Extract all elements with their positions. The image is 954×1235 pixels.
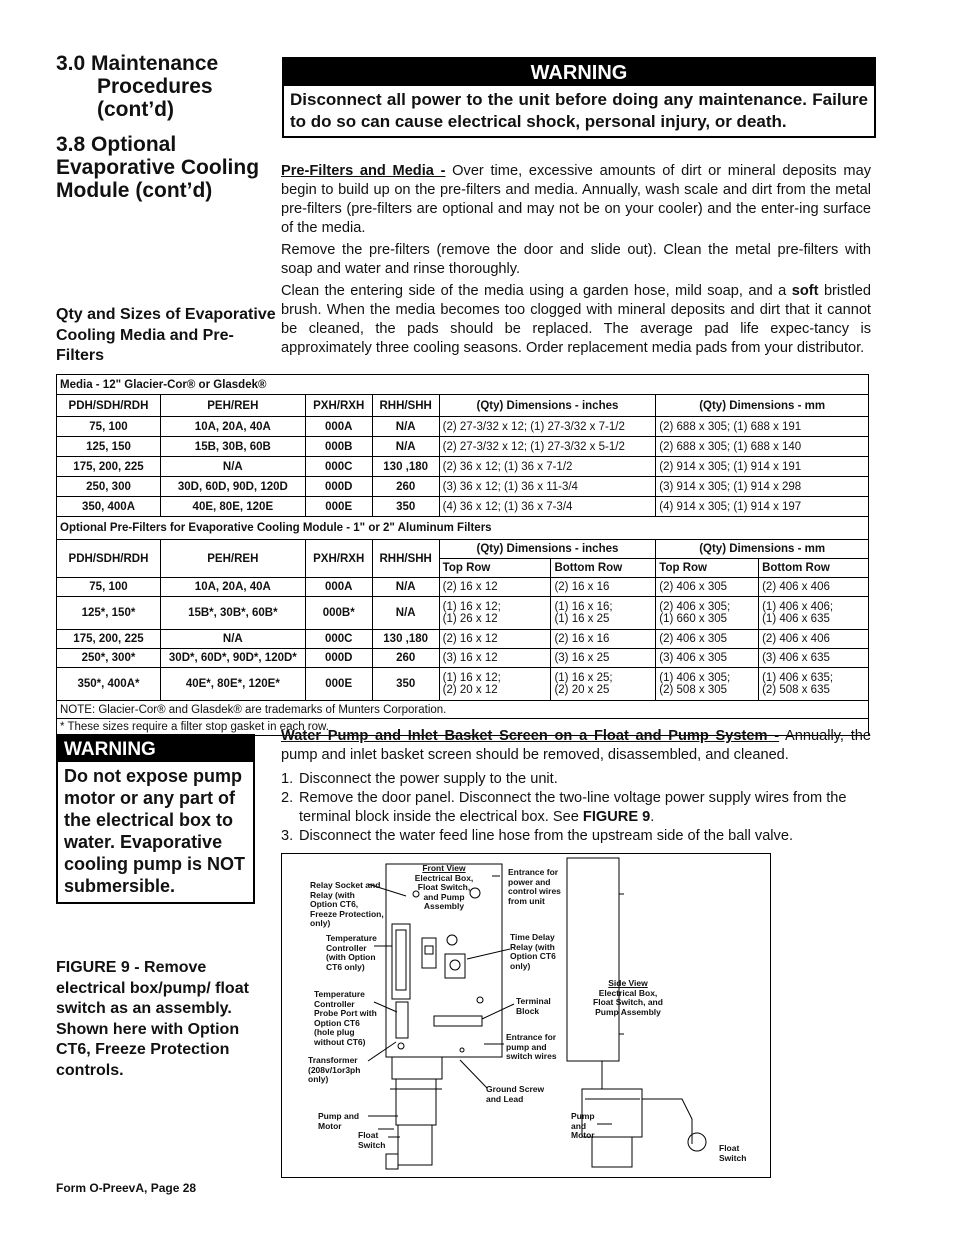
- table-cell: 350*, 400A*: [57, 668, 161, 701]
- table-cell: (1) 406 x 305; (2) 508 x 305: [656, 668, 759, 701]
- table-header: PDH/SDH/RDH: [57, 540, 161, 578]
- table-cell: 000C: [305, 630, 372, 649]
- table-cell: 000A: [305, 417, 372, 437]
- probe-port-label: Temperature Controller Probe Port with Option CT6 (hole plug without CT6): [314, 989, 377, 1047]
- table-header: PXH/RXH: [305, 540, 372, 578]
- table-cell: 15B, 30B, 60B: [160, 437, 305, 457]
- table-cell: 000D: [305, 649, 372, 668]
- front-view-label: [412, 864, 476, 912]
- step-text: Disconnect the water feed line hose from the upstream side of the ball valve.: [299, 828, 794, 844]
- transformer-label: Transformer (208v/1or3ph only): [308, 1055, 361, 1084]
- table-row: [57, 417, 869, 437]
- warning-title: WARNING: [58, 736, 253, 762]
- table-cell: (1) 16 x 12; (2) 20 x 12: [439, 668, 551, 701]
- table-row: [57, 437, 869, 457]
- time-delay-label: Time Delay Relay (with Option CT6 only): [510, 932, 556, 971]
- media-table: [56, 374, 869, 736]
- table-row: [57, 578, 869, 597]
- step-number: 2.: [281, 790, 294, 806]
- table-row: [57, 597, 869, 630]
- table-cell: (1) 406 x 406; (1) 406 x 635: [759, 597, 869, 630]
- step-text: Disconnect the power supply to the unit.: [299, 771, 558, 787]
- table-row: [57, 668, 869, 701]
- table-cell: 000C: [305, 457, 372, 477]
- figure-reference: FIGURE 9: [582, 809, 651, 825]
- table-cell: 350, 400A: [57, 497, 161, 517]
- prefilters-paragraph-2: Remove the pre-filters (remove the door and slide out). Clean the metal pre-filters with soap and water and rinse thoroughly.: [281, 242, 871, 277]
- list-item: [281, 770, 871, 789]
- table-cell: (1) 406 x 635; (2) 508 x 635: [759, 668, 869, 701]
- table-cell: 250, 300: [57, 477, 161, 497]
- table-row: [57, 395, 869, 417]
- table-cell: (1) 16 x 12; (1) 26 x 12: [439, 597, 551, 630]
- pump-intro: [281, 727, 871, 765]
- entrance-power-label: Entrance for power and control wires from unit: [508, 867, 561, 906]
- side-view-title: Side View: [608, 978, 648, 988]
- table-cell: N/A: [160, 457, 305, 477]
- list-item: [281, 789, 871, 827]
- table-row: [57, 497, 869, 517]
- prefilters-section: [281, 162, 871, 361]
- table-cell: (2) 16 x 12: [439, 578, 551, 597]
- pump-title: Water Pump and Inlet Basket Screen on a Float and Pump System -: [281, 728, 780, 744]
- section-heading-line2: Procedures: [97, 75, 213, 98]
- ground-screw-label: Ground Screw and Lead: [486, 1084, 545, 1104]
- table-cell: 175, 200, 225: [57, 457, 161, 477]
- figure-9: [281, 853, 771, 1178]
- table-cell: (2) 688 x 305; (1) 688 x 191: [656, 417, 869, 437]
- prefilters-text-3c: bristled brush. When the media becomes too clogged with mineral deposits and dirt that it cannot be cleaned, the pads should be replaced. The average pad life expec-tancy is approximately three cooling seasons. Order replacement media pads from your distributor.: [281, 283, 871, 356]
- table-cell: 30D, 60D, 90D, 120D: [160, 477, 305, 497]
- table-cell: (2) 914 x 305; (1) 914 x 191: [656, 457, 869, 477]
- table-cell: (2) 406 x 406: [759, 578, 869, 597]
- table-row: [57, 477, 869, 497]
- figure-caption: FIGURE 9 - Remove electrical box/pump/ float switch as an assembly. Shown here with Option CT6, Freeze Protection controls.: [56, 959, 249, 1079]
- warning-title: WARNING: [284, 59, 874, 86]
- table-cell: (2) 406 x 305: [656, 630, 759, 649]
- table-cell: (2) 688 x 305; (1) 688 x 140: [656, 437, 869, 457]
- table-row: [57, 517, 869, 540]
- table-cell: 260: [372, 477, 439, 497]
- prefilters-paragraph-1: [281, 162, 871, 238]
- table-cell: 130 ,180: [372, 457, 439, 477]
- table-cell: (2) 36 x 12; (1) 36 x 7-1/2: [439, 457, 656, 477]
- prefilter-table-title: Optional Pre-Filters for Evaporative Cooling Module - 1" or 2" Aluminum Filters: [57, 517, 869, 540]
- table-cell: 000E: [305, 668, 372, 701]
- table-cell: 250*, 300*: [57, 649, 161, 668]
- table-subheader: Top Row: [656, 559, 759, 578]
- table-cell: (3) 406 x 305: [656, 649, 759, 668]
- table-subheader: Bottom Row: [759, 559, 869, 578]
- media-table-title: Media - 12" Glacier-Cor® or Glasdek®: [57, 375, 869, 395]
- table-cell: N/A: [372, 437, 439, 457]
- prefilters-text-1: Over time, excessive amounts of dirt or mineral deposits may begin to build up on the pre-filters and media. Annually, wash scale and dirt from the metal pre-filters (pre-filters are optional and may not be on your cooler) and the enter-ing surface of the media.: [281, 163, 871, 236]
- steps-list: [281, 770, 871, 846]
- table-cell: 30D*, 60D*, 90D*, 120D*: [160, 649, 305, 668]
- table-cell: N/A: [372, 417, 439, 437]
- side-view-subtitle: Electrical Box, Float Switch, and Pump Assembly: [593, 987, 663, 1017]
- table-header: (Qty) Dimensions - inches: [439, 540, 656, 559]
- pump-motor-side-label: Pump and Motor: [571, 1111, 595, 1140]
- warning-text: Do not expose pump motor or any part of the electrical box to water. Evaporative cooling pump is NOT submersible.: [64, 766, 245, 896]
- list-item: [281, 827, 871, 846]
- table-cell: (1) 16 x 16; (1) 16 x 25: [551, 597, 656, 630]
- table-cell: (2) 406 x 305: [656, 578, 759, 597]
- table-cell: (2) 27-3/32 x 12; (1) 27-3/32 x 5-1/2: [439, 437, 656, 457]
- table-cell: 15B*, 30B*, 60B*: [160, 597, 305, 630]
- table-cell: 000D: [305, 477, 372, 497]
- entrance-pump-label: Entrance for pump and switch wires: [506, 1032, 557, 1061]
- table-row: [57, 540, 869, 559]
- pump-intro-text: Annually, the pump and inlet basket screen should be removed, disassembled, and cleaned.: [281, 728, 872, 763]
- table-subheader: Top Row: [439, 559, 551, 578]
- step-number: 1.: [281, 771, 294, 787]
- table-cell: 40E*, 80E*, 120E*: [160, 668, 305, 701]
- table-cell: 75, 100: [57, 578, 161, 597]
- table-cell: 10A, 20A, 40A: [160, 578, 305, 597]
- step-text: Remove the door panel. Disconnect the two-line voltage power supply wires from the terminal block inside the electrical box. See: [299, 790, 847, 825]
- table-cell: 000B: [305, 437, 372, 457]
- table-row: [57, 375, 869, 395]
- warning-box-power: [282, 57, 876, 138]
- table-header: PXH/RXH: [305, 395, 372, 417]
- table-header: PDH/SDH/RDH: [57, 395, 161, 417]
- table-cell: N/A: [372, 597, 439, 630]
- front-view-title: Front View: [422, 863, 466, 873]
- front-view-subtitle: Electrical Box, Float Switch, and Pump Assembly: [414, 872, 474, 911]
- table-cell: 000E: [305, 497, 372, 517]
- table-cell: 000B*: [305, 597, 372, 630]
- table-cell: 10A, 20A, 40A: [160, 417, 305, 437]
- pump-section: [281, 727, 871, 768]
- warning-box-water: [56, 734, 255, 904]
- table-header: PEH/REH: [160, 395, 305, 417]
- table-cell: (3) 16 x 25: [551, 649, 656, 668]
- table-cell: 130 ,180: [372, 630, 439, 649]
- section-heading-line1: 3.0 Maintenance: [56, 52, 219, 75]
- table-row: [57, 630, 869, 649]
- table-cell: (4) 914 x 305; (1) 914 x 197: [656, 497, 869, 517]
- relay-socket-label: Relay Socket and Relay (with Option CT6, Freeze Protection, only): [310, 880, 384, 928]
- table-cell: (2) 27-3/32 x 12; (1) 27-3/32 x 7-1/2: [439, 417, 656, 437]
- float-switch-label: Float Switch: [358, 1130, 386, 1150]
- table-cell: (2) 406 x 305; (1) 660 x 305: [656, 597, 759, 630]
- terminal-block-label: Terminal Block: [516, 996, 551, 1016]
- table-cell: 125*, 150*: [57, 597, 161, 630]
- table-header: PEH/REH: [160, 540, 305, 578]
- table-cell: 260: [372, 649, 439, 668]
- prefilters-text-3b: soft: [791, 283, 819, 299]
- table-cell: (3) 36 x 12; (1) 36 x 11-3/4: [439, 477, 656, 497]
- table-cell: (2) 16 x 12: [439, 630, 551, 649]
- table-cell: 75, 100: [57, 417, 161, 437]
- table-cell: 000A: [305, 578, 372, 597]
- step-number: 3.: [281, 828, 294, 844]
- table-cell: 350: [372, 497, 439, 517]
- warning-text: Disconnect all power to the unit before doing any maintenance. Failure to do so can cause electrical shock, personal injury, or death.: [290, 90, 868, 131]
- table-cell: (1) 16 x 25; (2) 20 x 25: [551, 668, 656, 701]
- temp-controller-label: Temperature Controller (with Option CT6 only): [326, 933, 377, 972]
- table-header: RHH/SHH: [372, 395, 439, 417]
- table-note: NOTE: Glacier-Cor® and Glasdek® are trademarks of Munters Corporation.: [57, 701, 869, 719]
- table-subheader: Bottom Row: [551, 559, 656, 578]
- table-cell: (3) 16 x 12: [439, 649, 551, 668]
- table-cell: (2) 406 x 406: [759, 630, 869, 649]
- table-note: * These sizes require a filter stop gasket in each row.: [57, 719, 869, 736]
- table-row: [57, 649, 869, 668]
- pump-motor-label: Pump and Motor: [318, 1111, 360, 1131]
- table-row: [57, 457, 869, 477]
- table-header: (Qty) Dimensions - inches: [439, 395, 656, 417]
- prefilters-text-3a: Clean the entering side of the media using a garden hose, mild soap, and a: [281, 283, 787, 299]
- table-cell: 125, 150: [57, 437, 161, 457]
- table-cell: (3) 914 x 305; (1) 914 x 298: [656, 477, 869, 497]
- table-cell: N/A: [160, 630, 305, 649]
- prefilters-title: Pre-Filters and Media -: [281, 163, 446, 179]
- section-heading: [56, 52, 276, 121]
- table-cell: 40E, 80E, 120E: [160, 497, 305, 517]
- section-heading-line3: (cont’d): [97, 98, 174, 121]
- table-header: RHH/SHH: [372, 540, 439, 578]
- subsection-heading: 3.8 Optional Evaporative Cooling Module (cont’d): [56, 133, 260, 202]
- table-cell: (2) 16 x 16: [551, 578, 656, 597]
- table-caption: Qty and Sizes of Evaporative Cooling Media and Pre-Filters: [56, 306, 276, 364]
- table-cell: N/A: [372, 578, 439, 597]
- table-cell: 350: [372, 668, 439, 701]
- table-header: (Qty) Dimensions - mm: [656, 540, 869, 559]
- table-row: [57, 701, 869, 719]
- table-cell: (3) 406 x 635: [759, 649, 869, 668]
- page-footer: Form O-PreevA, Page 28: [56, 1181, 197, 1195]
- step-text-end: .: [650, 809, 655, 825]
- table-cell: (4) 36 x 12; (1) 36 x 7-3/4: [439, 497, 656, 517]
- side-view-label: [588, 979, 668, 1017]
- table-cell: 175, 200, 225: [57, 630, 161, 649]
- float-switch-side-label: Float Switch: [719, 1143, 747, 1163]
- table-header: (Qty) Dimensions - mm: [656, 395, 869, 417]
- table-cell: (2) 16 x 16: [551, 630, 656, 649]
- prefilters-paragraph-3: [281, 282, 871, 358]
